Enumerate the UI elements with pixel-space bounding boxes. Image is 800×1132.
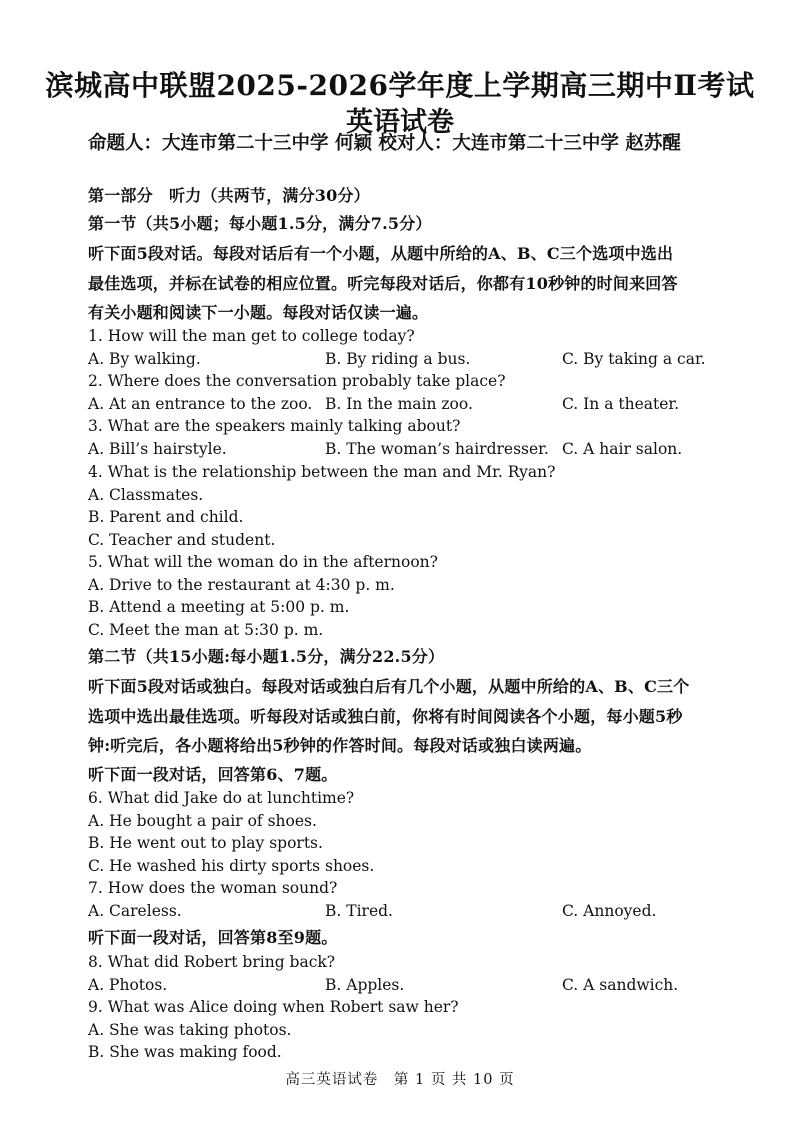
question-stem: 5. What will the woman do in the afternoon? <box>88 553 438 571</box>
option-c: C. By taking a car. <box>562 350 706 368</box>
option-b: B. Attend a meeting at 5:00 p. m. <box>88 598 350 616</box>
section2-instruction-line: 钟:听完后，各小题将给出5秒钟的作答时间。每段对话或独白读两遍。 <box>88 736 592 755</box>
option-a: A. Bill’s hairstyle. <box>88 440 227 458</box>
page-footer: 高三英语试卷 第 1 页 共 10 页 <box>285 1072 515 1088</box>
section1-instruction-line: 听下面5段对话。每段对话后有一个小题，从题中所给的A、B、C三个选项中选出 <box>88 244 674 263</box>
question-stem: 3. What are the speakers mainly talking about? <box>88 417 461 435</box>
option-c: C. Meet the man at 5:30 p. m. <box>88 621 324 639</box>
option-c: C. A hair salon. <box>562 440 683 458</box>
option-b: B. He went out to play sports. <box>88 834 323 852</box>
group-instruction: 听下面一段对话，回答第8至9题。 <box>88 928 338 947</box>
option-c: C. He washed his dirty sports shoes. <box>88 857 375 875</box>
question-stem: 1. How will the man get to college today? <box>88 327 415 345</box>
section2-instruction-line: 听下面5段对话或独白。每段对话或独白后有几个小题，从题中所给的A、B、C三个 <box>88 677 690 696</box>
option-b: B. She was making food. <box>88 1043 282 1061</box>
option-b: B. Tired. <box>325 902 393 920</box>
option-c: C. Teacher and student. <box>88 531 276 549</box>
option-a: A. Photos. <box>88 976 168 994</box>
section1-instruction-line: 有关小题和阅读下一小题。每段对话仅读一遍。 <box>88 303 429 322</box>
section1-instruction-line: 最佳选项，并标在试卷的相应位置。听完每段对话后，你都有10秒钟的时间来回答 <box>88 274 678 293</box>
question-stem: 7. How does the woman sound? <box>88 879 338 897</box>
exam-subtitle: 英语试卷 <box>346 107 454 138</box>
question-stem: 8. What did Robert bring back? <box>88 953 336 971</box>
option-a: A. At an entrance to the zoo. <box>88 395 313 413</box>
option-b: B. By riding a bus. <box>325 350 471 368</box>
option-c: C. A sandwich. <box>562 976 679 994</box>
section2-instruction-line: 选项中选出最佳选项。听每段对话或独白前，你将有时间阅读各个小题，每小题5秒 <box>88 707 683 726</box>
exam-title: 滨城高中联盟2025-2026学年度上学期高三期中Ⅱ考试 <box>45 69 755 102</box>
section1-heading: 第一节（共5小题；每小题1.5分，满分7.5分） <box>88 214 432 233</box>
option-a: A. He bought a pair of shoes. <box>88 812 317 830</box>
option-a: A. Drive to the restaurant at 4:30 p. m. <box>88 576 395 594</box>
option-b: B. Parent and child. <box>88 508 244 526</box>
option-b: B. Apples. <box>325 976 405 994</box>
group-instruction: 听下面一段对话，回答第6、7题。 <box>88 765 338 784</box>
authors-line: 命题人：大连市第二十三中学 何颖 校对人：大连市第二十三中学 赵苏醒 <box>88 133 681 154</box>
option-a: A. She was taking photos. <box>88 1021 292 1039</box>
option-b: B. In the main zoo. <box>325 395 473 413</box>
option-a: A. Classmates. <box>88 486 204 504</box>
option-c: C. Annoyed. <box>562 902 657 920</box>
option-a: A. By walking. <box>88 350 201 368</box>
section2-heading: 第二节（共15小题:每小题1.5分，满分22.5分） <box>88 647 445 666</box>
option-a: A. Careless. <box>88 902 182 920</box>
question-stem: 6. What did Jake do at lunchtime? <box>88 789 355 807</box>
question-stem: 9. What was Alice doing when Robert saw her? <box>88 998 459 1016</box>
question-stem: 2. Where does the conversation probably take place? <box>88 372 506 390</box>
part1-heading: 第一部分 听力（共两节，满分30分） <box>88 186 370 205</box>
question-stem: 4. What is the relationship between the man and Mr. Ryan? <box>88 463 556 481</box>
option-b: B. The woman’s hairdresser. <box>325 440 549 458</box>
option-c: C. In a theater. <box>562 395 680 413</box>
